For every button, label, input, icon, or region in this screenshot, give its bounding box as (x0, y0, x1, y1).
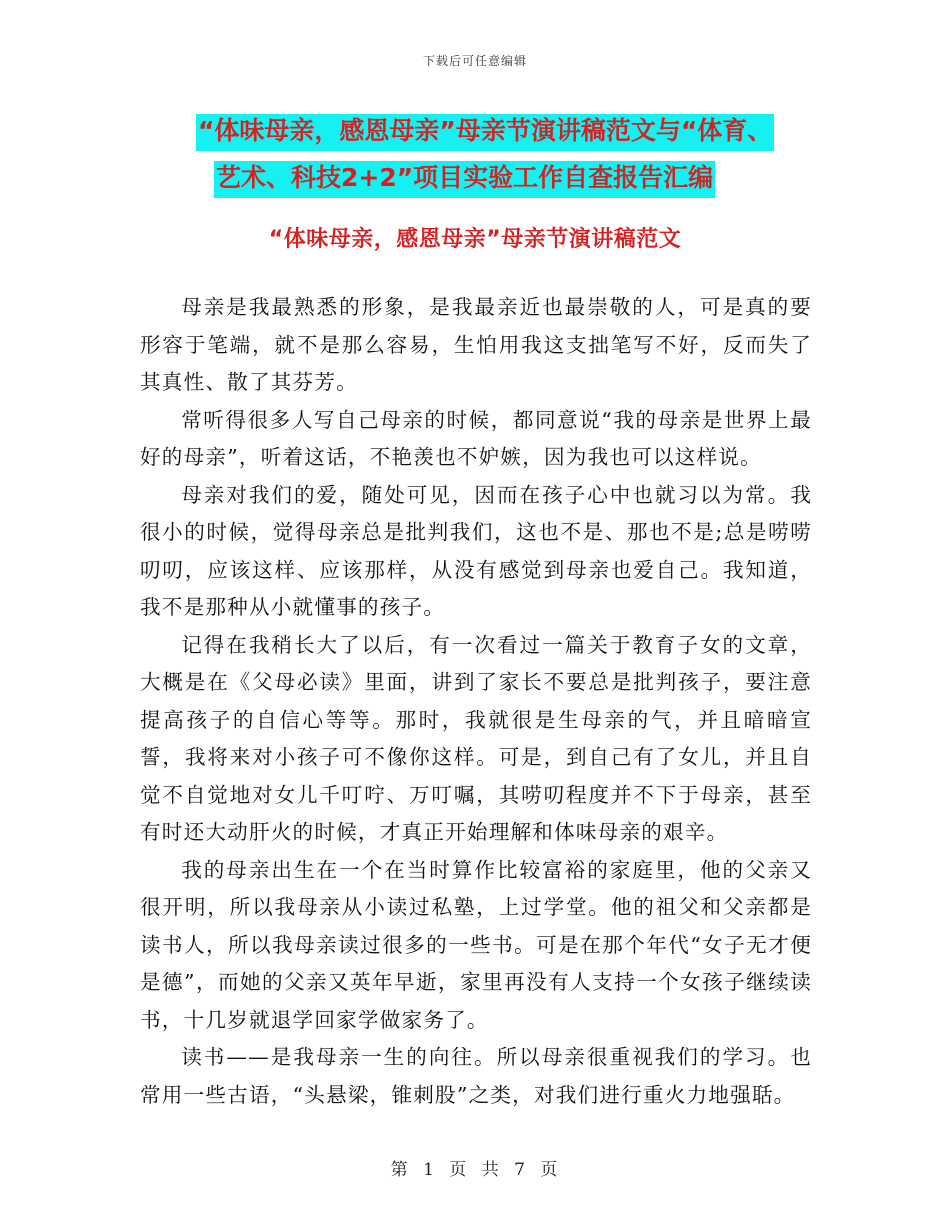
page-number-footer: 第 1 页 共 7 页 (390, 1160, 560, 1180)
section-title: “体味母亲，感恩母亲”母亲节演讲稿范文 (268, 227, 682, 252)
document-title-line-1-text: “体味母亲，感恩母亲”母亲节演讲稿范文与“体育、 (196, 114, 774, 151)
document-title-line-2 (196, 154, 836, 201)
header-note: 下载后可任意编辑 (422, 54, 527, 68)
paragraph: 记得在我稍长大了以后，有一次看过一篇关于教育子女的文章，大概是在《父母必读》里面，讲到了家长不要总是批判孩子，要注意提高孩子的自信心等等。那时，我就很是生母亲的气，并且暗暗宣誓，我将来对小孩子可不像你这样。可是，到自己有了女儿，并且自觉不自觉地对女儿千叮咛、万叮嘱，其唠叨程度并不下于母亲，甚至有时还大动肝火的时候，才真正开始理解和体味母亲的艰辛。 (140, 632, 812, 844)
document-title-line-2-text: 艺术、科技2+2”项目实验工作自查报告汇编 (214, 161, 715, 198)
paragraph: 读书——是我母亲一生的向往。所以母亲很重视我们的学习。也常用一些古语，“头悬梁，锥刺股”之类，对我们进行重火力地强聒。 (140, 1045, 812, 1107)
paragraph: 我的母亲出生在一个在当时算作比较富裕的家庭里，他的父亲又很开明，所以我母亲从小读过私塾，上过学堂。他的祖父和父亲都是读书人，所以我母亲读过很多的一些书。可是在那个年代“女子无才便是德”，而她的父亲又英年早逝，家里再没有人支持一个女孩子继续读书，十几岁就退学回家学做家务了。 (140, 857, 812, 1032)
document-title-line-1 (196, 107, 836, 154)
paragraph: 常听得很多人写自己母亲的时候，都同意说“我的母亲是世界上最好的母亲”，听着这话，不艳羡也不妒嫉，因为我也可以这样说。 (140, 407, 812, 469)
document-title (196, 107, 836, 201)
article-body (140, 289, 812, 1114)
paragraph: 母亲对我们的爱，随处可见，因而在孩子心中也就习以为常。我很小的时候，觉得母亲总是批判我们，这也不是、那也不是;总是唠唠叨叨，应该这样、应该那样，从没有感觉到母亲也爱自己。我知道，我不是那种从小就懂事的孩子。 (140, 482, 812, 619)
paragraph: 母亲是我最熟悉的形象，是我最亲近也最崇敬的人，可是真的要形容于笔端，就不是那么容易，生怕用我这支拙笔写不好，反而失了其真性、散了其芬芳。 (140, 295, 812, 394)
